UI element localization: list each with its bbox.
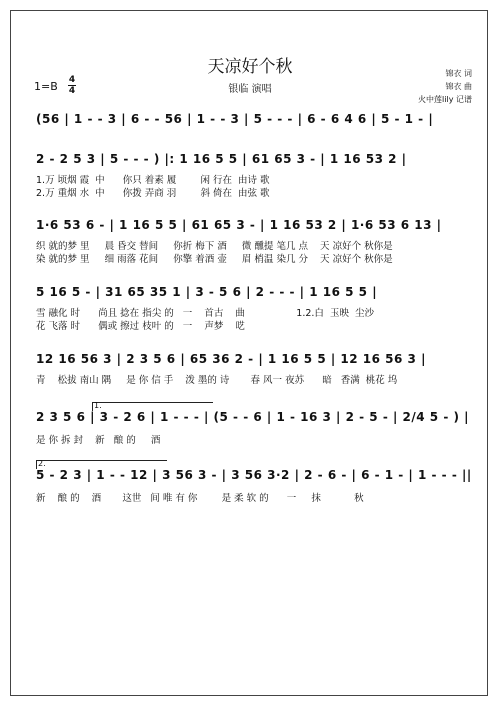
lyric-line-2-verse-2: 2.万 重烟 水 中 你拨 弄商 羽 斜 倚在 由弦 歌 (36, 188, 270, 199)
meter-bottom: 4 (68, 86, 76, 96)
notation-line-5: 12 16 56 3 | 2 3 5 6 | 65 36 2 - | 1 16 5 5 | 12 16 56 3 | (36, 352, 426, 366)
lyric-line-3-verse-1: 织 就的梦 里 晨 昏交 替间 你折 梅下 酒 微 醺提 笔几 点 天 凉好个 秋你是 (36, 241, 393, 252)
lyricist-credit: 锦衣 词 (445, 69, 472, 78)
lyric-line-4-verse-2: 花 飞落 时 偶或 擦过 枝叶 的 一 声梦 呓 (36, 321, 245, 332)
lyric-line-5: 青 松拔 南山 隅 是 你 信 手 泼 墨的 诗 春 风一 夜苏 暗 香满 桃花 坞 (36, 375, 398, 386)
composer-credit: 锦衣 曲 (445, 82, 472, 91)
key-signature: 1=B (34, 80, 58, 93)
lyric-line-7: 新 酿 的 酒 这世 间 唯 有 你 是 柔 软 的 一 抹 秋 (36, 493, 364, 504)
notation-line-4: 5 16 5 - | 31 65 35 1 | 3 - 5 6 | 2 - - - | 1 16 5 5 | (36, 285, 378, 299)
notation-line-2: 2 - 2 5 3 | 5 - - - ) |: 1 16 5 5 | 61 65 3 - | 1 16 53 2 | (36, 152, 407, 166)
lyric-line-6: 是 你 拆 封 新 酿 的 酒 (36, 435, 161, 446)
volta-2-number: 2. (38, 459, 46, 468)
time-signature (68, 75, 76, 96)
notation-line-6: 2 3 5 6 | 3 - 2 6 | 1 - - - | (5 - - 6 | 1 - 16 3 | 2 - 5 - | 2/4 5 - ) | (36, 410, 470, 424)
credits-block (418, 67, 472, 106)
notation-line-3: 1·6 53 6 - | 1 16 5 5 | 61 65 3 - | 1 16 53 2 | 1·6 53 6 13 | (36, 218, 442, 232)
song-title: 天凉好个秋 (207, 57, 293, 77)
meter-top: 4 (68, 75, 76, 85)
notation-line-7: 5 - 2 3 | 1 - - 12 | 3 56 3 - | 3 56 3·2 | 2 - 6 - | 6 - 1 - | 1 - - - || (36, 468, 472, 482)
singer-credit: 银临 演唱 (228, 84, 272, 95)
lyric-line-4-verse-1: 雪 融化 时 尚且 捻在 指尖 的 一 首古 曲 1.2.白 玉映 尘沙 (36, 308, 374, 319)
lyric-line-2-verse-1: 1.万 顷烟 霞 中 你只 着素 履 闲 行在 由诗 歌 (36, 175, 270, 186)
transcriber-credit: 火中莲lily 记谱 (418, 95, 472, 104)
lyric-line-3-verse-2: 染 就的梦 里 细 雨落 花间 你擎 着酒 壶 眉 梢温 染几 分 天 凉好个 秋你是 (36, 254, 393, 265)
volta-1-number: 1. (94, 401, 102, 410)
notation-line-1: (56 | 1 - - 3 | 6 - - 56 | 1 - - 3 | 5 - - - | 6 - 6 4 6 | 5 - 1 - | (36, 112, 434, 126)
